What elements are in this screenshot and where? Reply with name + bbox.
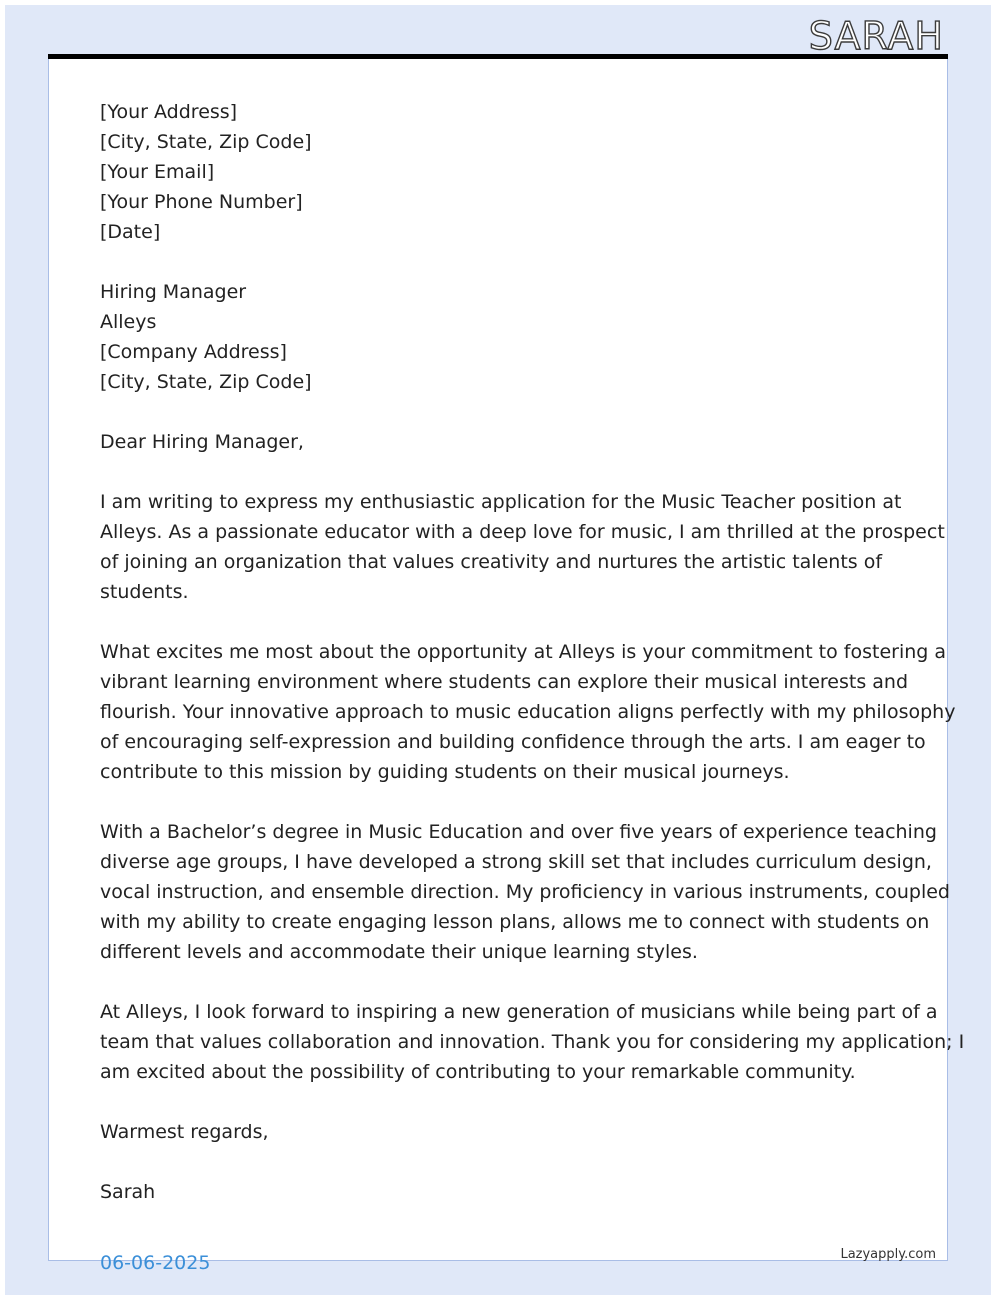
sender-phone: [Your Phone Number]: [100, 191, 303, 213]
cover-letter-body: [100, 97, 965, 1207]
paragraph-line: of joining an organization that values creativity and nurtures the artistic talents of: [100, 551, 883, 573]
recipient-city-state-zip: [City, State, Zip Code]: [100, 371, 312, 393]
sender-email: [Your Email]: [100, 161, 215, 183]
paragraph-line: with my ability to create engaging lesson plans, allows me to connect with students on: [100, 911, 930, 933]
paragraph-line: flourish. Your innovative approach to music education aligns perfectly with my philosophy: [100, 701, 956, 723]
paragraph-3: [100, 817, 950, 967]
header-name: SARAH: [808, 14, 944, 58]
spacer: [100, 397, 900, 427]
sender-city-state-zip: [City, State, Zip Code]: [100, 131, 312, 153]
paragraph-2: [100, 637, 956, 787]
spacer: [100, 787, 900, 817]
paragraph-line: What excites me most about the opportunity at Alleys is your commitment to fostering a: [100, 641, 947, 663]
paragraph-line: team that values collaboration and innovation. Thank you for considering my application; I: [100, 1031, 965, 1053]
paragraph-line: students.: [100, 581, 189, 603]
paragraph-line: of encouraging self-expression and building confidence through the arts. I am eager to: [100, 731, 926, 753]
sender-address: [Your Address]: [100, 101, 238, 123]
paragraph-line: contribute to this mission by guiding students on their musical journeys.: [100, 761, 790, 783]
recipient-block: [100, 277, 900, 397]
spacer: [100, 1087, 900, 1117]
paragraph-4: [100, 997, 965, 1087]
closing: Warmest regards,: [100, 1121, 269, 1143]
recipient-title: Hiring Manager: [100, 281, 247, 303]
footer-brand: Lazyapply.com: [840, 1247, 936, 1262]
paragraph-line: I am writing to express my enthusiastic application for the Music Teacher position at: [100, 491, 902, 513]
paragraph-line: vibrant learning environment where students can explore their musical interests and: [100, 671, 909, 693]
paragraph-line: With a Bachelor’s degree in Music Education and over five years of experience teaching: [100, 821, 937, 843]
paragraph-line: diverse age groups, I have developed a strong skill set that includes curriculum design,: [100, 851, 932, 873]
spacer: [100, 967, 900, 997]
spacer: [100, 1147, 900, 1177]
footer-date: 06-06-2025: [100, 1252, 211, 1274]
paragraph-1: [100, 487, 945, 607]
recipient-company-address: [Company Address]: [100, 341, 287, 363]
signature: Sarah: [100, 1181, 156, 1203]
paragraph-line: At Alleys, I look forward to inspiring a new generation of musicians while being part of a: [100, 1001, 938, 1023]
paragraph-line: vocal instruction, and ensemble direction. My proficiency in various instruments, coupled: [100, 881, 950, 903]
spacer: [100, 457, 900, 487]
sender-block: [100, 97, 900, 247]
recipient-company: Alleys: [100, 311, 157, 333]
salutation: Dear Hiring Manager,: [100, 431, 304, 453]
paragraph-line: different levels and accommodate their unique learning styles.: [100, 941, 698, 963]
sender-date: [Date]: [100, 221, 161, 243]
spacer: [100, 607, 900, 637]
spacer: [100, 247, 900, 277]
paragraph-line: Alleys. As a passionate educator with a deep love for music, I am thrilled at the prospect: [100, 521, 945, 543]
paragraph-line: am excited about the possibility of contributing to your remarkable community.: [100, 1061, 856, 1083]
